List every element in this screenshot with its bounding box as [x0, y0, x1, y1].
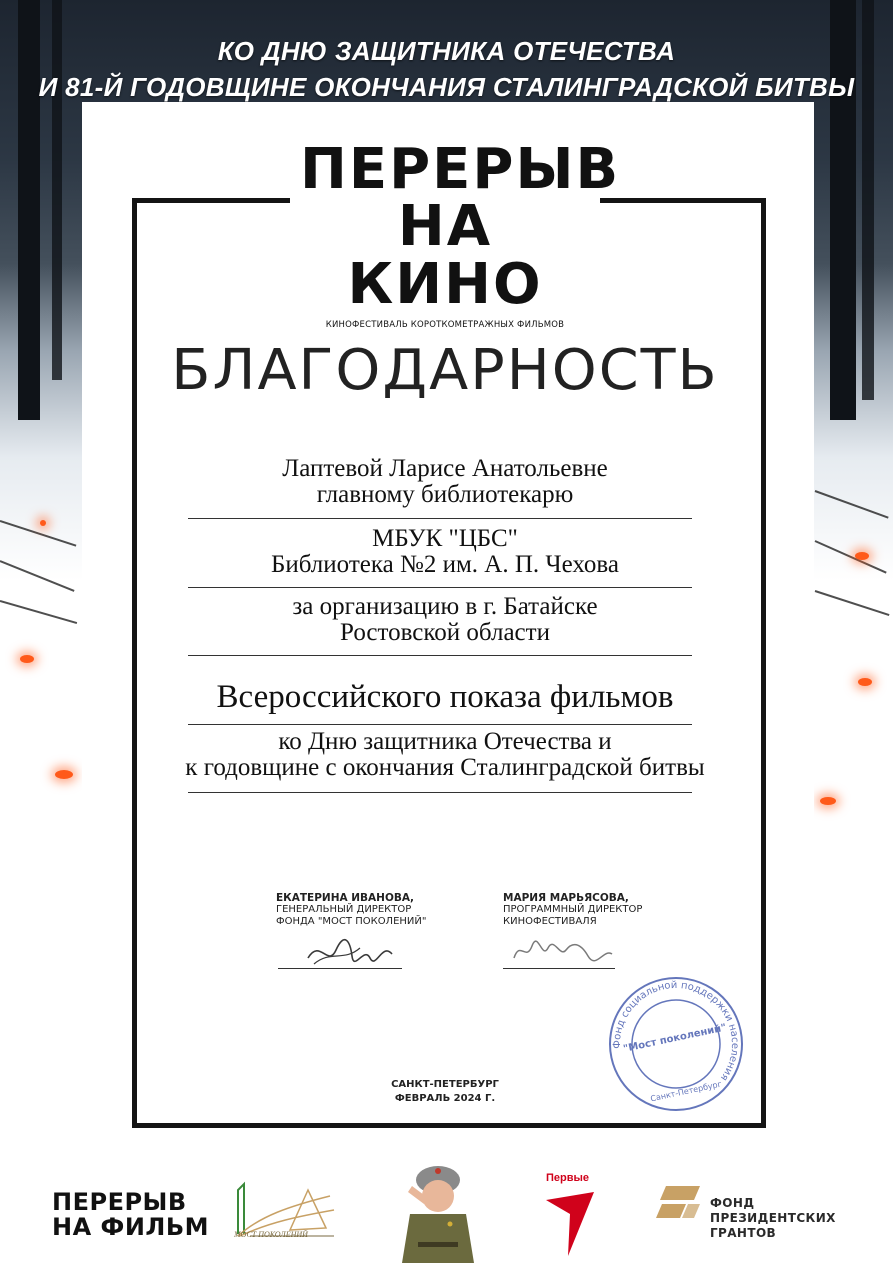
signatory-2	[503, 892, 642, 928]
signature-2-line	[503, 968, 615, 969]
grants-line-3: ГРАНТОВ	[710, 1226, 777, 1240]
scratch-mark	[815, 540, 887, 574]
scratch-mark	[815, 490, 889, 519]
divider-line	[188, 724, 692, 725]
most-pokoleniy-label: МОСТ ПОКОЛЕНИЙ	[234, 1230, 308, 1239]
soldier-mascot-image	[388, 1158, 488, 1263]
presidential-grants-icon	[656, 1182, 704, 1228]
stamp-outer-text: Фонд социальной поддержки населения	[611, 979, 741, 1083]
certificate-heading: БЛАГОДАРНОСТЬ	[171, 338, 719, 403]
signatory-1	[276, 892, 426, 928]
banner-line-1: КО ДНЮ ЗАЩИТНИКА ОТЕЧЕСТВА	[217, 36, 676, 66]
scratch-mark	[0, 560, 75, 592]
presidential-grants-logo	[710, 1196, 836, 1241]
signatory-2-name: МАРИЯ МАРЬЯСОВА,	[503, 892, 629, 904]
signatory-1-role-1: ГЕНЕРАЛЬНЫЙ ДИРЕКТОР	[276, 904, 412, 915]
signature-1-line	[278, 968, 402, 969]
place-date-text: ФЕВРАЛЬ 2024 Г.	[394, 1093, 496, 1104]
organization-line-2: Библиотека №2 им. А. П. Чехова	[270, 551, 620, 578]
stamp-city-text: Санкт-Петербург	[649, 1079, 723, 1104]
festival-logo-line-2: НА КИНО	[347, 194, 543, 317]
event-line-1: ко Дню защитника Отечества и	[278, 728, 612, 755]
stamp-inner-text: "Мост поколений"	[622, 1022, 728, 1055]
scratch-mark	[0, 520, 76, 547]
grants-line-2: ПРЕЗИДЕНТСКИХ	[710, 1211, 836, 1225]
recipient-position: главному библиотекарю	[316, 481, 574, 508]
signature-2-scribble	[508, 932, 618, 970]
place-city: САНКТ-ПЕТЕРБУРГ	[391, 1079, 499, 1090]
pereryv-logo-line-1: ПЕРЕРЫВ	[52, 1188, 187, 1216]
divider-line	[188, 518, 692, 519]
ember	[820, 797, 836, 805]
reason-line-1: за организацию в г. Батайске	[292, 593, 598, 620]
ember	[858, 678, 872, 686]
ember	[55, 770, 73, 779]
recipient-name: Лаптевой Ларисе Анатольевне	[282, 455, 608, 482]
signatory-2-role-2: КИНОФЕСТИВАЛЯ	[503, 916, 597, 927]
event-title: Всероссийского показа фильмов	[216, 679, 674, 715]
festival-logo-line-1: ПЕРЕРЫВ	[300, 137, 621, 202]
round-seal-stamp	[596, 975, 756, 1113]
banner-line-2: И 81-Й ГОДОВЩИНЕ ОКОНЧАНИЯ СТАЛИНГРАДСКОЙ БИТВЫ	[38, 72, 855, 102]
scratch-mark	[0, 600, 77, 624]
pereryv-logo-line-2: НА ФИЛЬМ	[52, 1213, 210, 1241]
signature-1-scribble	[300, 928, 400, 972]
pereryv-na-film-logo	[52, 1190, 209, 1240]
ember	[40, 520, 46, 526]
grants-line-1: ФОНД	[710, 1196, 755, 1210]
signatory-1-name: ЕКАТЕРИНА ИВАНОВА,	[276, 892, 415, 904]
signatory-1-role-2: ФОНДА "МОСТ ПОКОЛЕНИЙ"	[276, 916, 427, 927]
divider-line	[188, 792, 692, 793]
reason-line-2: Ростовской области	[340, 619, 550, 646]
pervye-label: Первые	[546, 1172, 590, 1184]
divider-line	[188, 655, 692, 656]
signatory-2-role-1: ПРОГРАММНЫЙ ДИРЕКТОР	[503, 904, 643, 915]
festival-logo	[300, 137, 621, 330]
organization-line-1: МБУК "ЦБС"	[372, 525, 518, 552]
ember	[855, 552, 869, 560]
divider-line	[188, 587, 692, 588]
ember	[20, 655, 34, 663]
place-date	[300, 1078, 590, 1106]
scratch-mark	[815, 590, 890, 616]
event-line-2: к годовщине с окончания Сталинградской битвы	[185, 754, 705, 781]
festival-logo-subtitle: КИНОФЕСТИВАЛЬ КОРОТКОМЕТРАЖНЫХ ФИЛЬМОВ	[325, 320, 565, 330]
